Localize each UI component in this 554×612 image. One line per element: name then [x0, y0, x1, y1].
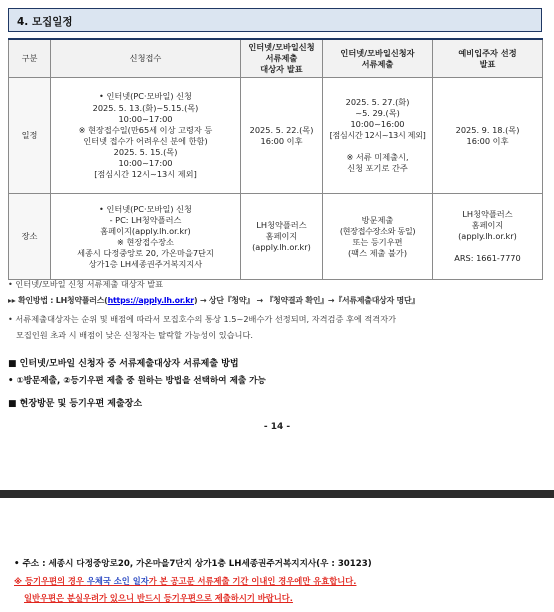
- submit-method-line: • ①방문제출, ②등기우편 제출 중 원하는 방법을 선택하여 제출 가능: [8, 376, 266, 386]
- notes-announce-line: • 인터넷/모바일 신청 서류제출 대상자 발표: [8, 279, 164, 289]
- cell-select-schedule: 2025. 9. 18.(목) 16:00 이후: [433, 78, 543, 194]
- heading-submit-method: ■ 인터넷/모바일 신청자 중 서류제출대상자 서류제출 방법: [8, 359, 239, 369]
- table-row-place: [9, 194, 543, 280]
- cell-select-place: LH청약플러스 홈페이지 (apply.lh.or.kr) ARS: 1661-7770: [433, 194, 543, 280]
- header-apply: 신청접수: [51, 39, 241, 78]
- confirm-method-prefix: ▸▸ 확인방법 : LH청약플러스(: [8, 296, 108, 305]
- cell-announce-schedule: 2025. 5. 22.(목) 16:00 이후: [241, 78, 323, 194]
- notes-selection-line2: 모집인원 초과 시 배점이 낮은 신청자는 탈락할 가능성이 있습니다.: [16, 330, 253, 340]
- header-select-announce: 예비입주자 선정 발표: [433, 39, 543, 78]
- address-line: • 주소 : 세종시 다정중앙로20, 가온마을7단지 상가1층 LH세종권주거복지지사(우 : 30123): [14, 559, 372, 569]
- cell-docs-schedule: 2025. 5. 27.(화) ~5. 29.(목) 10:00~16:00 [점심시간 12시~13시 제외] ※ 서류 미제출시, 신청 포기로 간주: [323, 78, 433, 194]
- warning-line-2: 일반우편은 분실우려가 있으니 반드시 등기우편으로 제출하시기 바랍니다.: [24, 593, 293, 603]
- confirm-method-suffix: ) → 상단『청약』 → 『청약결과 확인』→『서류제출대상자 명단』: [193, 296, 420, 305]
- schedule-table: [8, 38, 543, 280]
- confirm-method-line: [8, 295, 548, 306]
- header-doc-announce: 인터넷/모바일신청 서류제출 대상자 발표: [241, 39, 323, 78]
- header-doc-submit: 인터넷/모바일신청자 서류제출: [323, 39, 433, 78]
- cell-announce-place: LH청약플러스 홈페이지 (apply.lh.or.kr): [241, 194, 323, 280]
- warning-line-1: ※ 등기우편의 경우 우체국 소인 일자가 본 공고문 서류제출 기간 이내인 경우에만 유효합니다.: [14, 576, 357, 586]
- cell-docs-place: 방문제출 (현장접수장소와 동일) 또는 등기우편 (팩스 제출 불가): [323, 194, 433, 280]
- postmark-date-text: 우체국 소인 일자: [86, 576, 149, 586]
- header-category: 구분: [9, 39, 51, 78]
- cell-apply-schedule: • 인터넷(PC·모바일) 신청 2025. 5. 13.(화)~5.15.(목) 10:00~17:00 ※ 현장접수일(만65세 이상 고령자 등 인터넷 접수가 어려우신 분에 한함) 2025. 5. 15.(목) 10:00~17:00 [점심시간 12시~13시 제외]: [51, 78, 241, 194]
- cell-apply-place: • 인터넷(PC·모바일) 신청 - PC: LH청약플러스 홈페이지(apply.lh.or.kr) ※ 현장접수장소 세종시 다정중앙로 20, 가온마을7단지 상가1층 LH세종권주거복지지사: [51, 194, 241, 280]
- table-row-schedule: [9, 78, 543, 194]
- notes-selection-line1: • 서류제출대상자는 순위 및 배점에 따라서 모집호수의 통상 1.5~2배수가 선정되며, 자격검증 후에 적격자가: [8, 314, 397, 324]
- table-header-row: [9, 39, 543, 78]
- page-divider: [0, 490, 554, 498]
- row-label-place: 장소: [9, 194, 51, 280]
- apply-link[interactable]: https://apply.lh.or.kr: [107, 296, 194, 305]
- row-label-schedule: 일정: [9, 78, 51, 194]
- notes-selection-block: [8, 314, 548, 341]
- heading-submit-place: ■ 현장방문 및 등기우편 제출장소: [8, 399, 143, 409]
- section-title: 4. 모집일정: [8, 8, 542, 32]
- page-number: - 14 -: [263, 422, 291, 432]
